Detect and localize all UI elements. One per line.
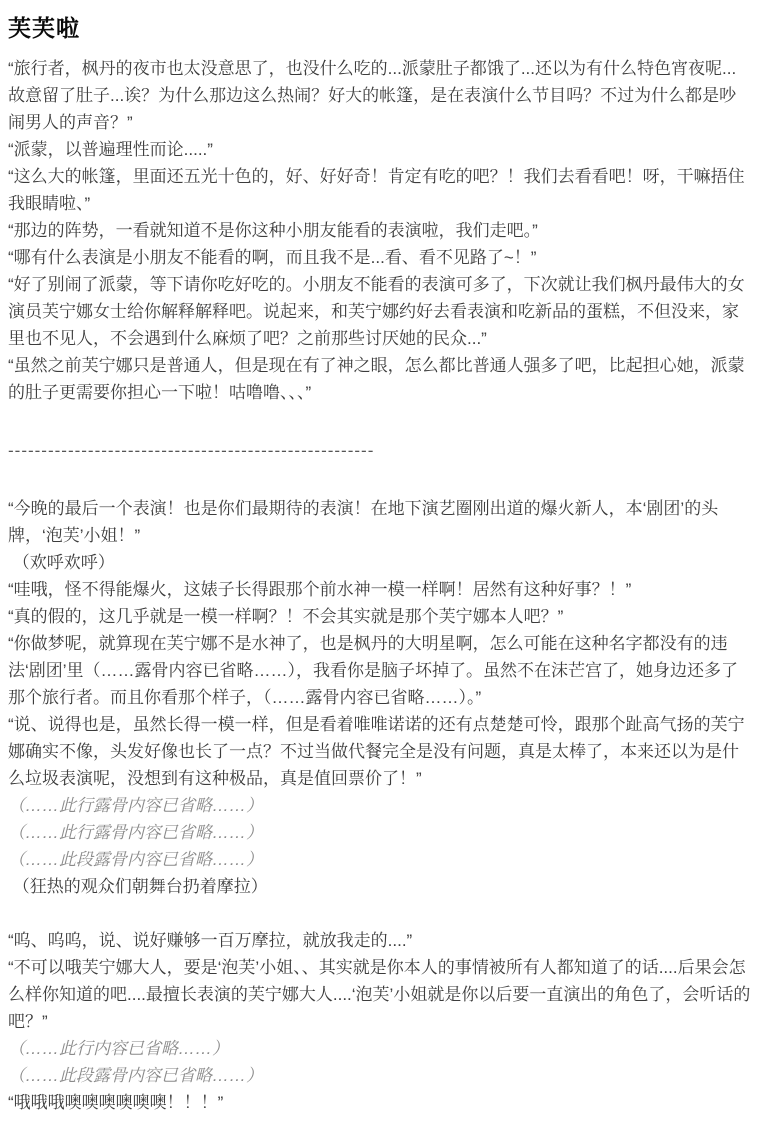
paragraph: “呜、呜呜，说、说好赚够一百万摩拉，就放我走的....” <box>8 931 413 950</box>
paragraph: “哇哦，怪不得能爆火，这婊子长得跟那个前水神一模一样啊！居然有这种好事？！” <box>8 580 632 599</box>
paragraph: “不可以哦芙宁娜大人，要是‘泡芙’小姐、、其实就是你本人的事情被所有人都知道了的话....后果会怎么样你知道的吧....最擅长表演的芙宁娜大人....‘泡芙’小姐就是你以后要一直演出的角色了，会听话的吧？” <box>8 958 751 1031</box>
blank-line <box>8 406 752 433</box>
paragraph: “你做梦呢，就算现在芙宁娜不是水神了，也是枫丹的大明星啊，怎么可能在这种名字都没有的违法‘剧团’里（……露骨内容已省略……），我看你是脑子坏掉了。虽然不在沫芒宫了，她身边还多了那个旅行者。而且你看那个样子，（……露骨内容已省略……）。” <box>8 634 739 707</box>
paragraph: “好了别闹了派蒙，等下请你吃好吃的。小朋友不能看的表演可多了，下次就让我们枫丹最伟大的女演员芙宁娜女士给你解释解释吧。说起来，和芙宁娜约好去看表演和吃新品的蛋糕，不但没来，家里也不见人，不会遇到什么麻烦了吧？之前那些讨厌她的民众...” <box>8 275 745 348</box>
redacted-paragraph: （……此段露骨内容已省略……） <box>8 1066 263 1085</box>
paragraph: “哦哦哦噢噢噢噢噢噢！！！” <box>8 1093 224 1112</box>
redacted-paragraph: （……此段露骨内容已省略……） <box>8 850 263 869</box>
paragraph: “哪有什么表演是小朋友不能看的啊，而且我不是...看、看不见路了~！” <box>8 248 537 267</box>
redacted-paragraph: （……此行内容已省略……） <box>8 1039 229 1058</box>
paragraph: “虽然之前芙宁娜只是普通人，但是现在有了神之眼，怎么都比普通人强多了吧，比起担心她，派蒙的肚子更需要你担心一下啦！咕噜噜、、、” <box>8 356 745 402</box>
paragraph: “旅行者，枫丹的夜市也太没意思了，也没什么吃的...派蒙肚子都饿了...还以为有什么特色宵夜呢...故意留了肚子...诶？为什么那边这么热闹？好大的帐篷，是在表演什么节目吗？不过为什么都是吵闹男人的声音？” <box>8 59 737 132</box>
page-title: 芙芙啦 <box>8 15 80 41</box>
blank-line <box>8 468 752 495</box>
paragraph: （狂热的观众们朝舞台扔着摩拉） <box>8 877 268 896</box>
paragraph: （欢呼欢呼） <box>8 553 115 572</box>
paragraph: “这么大的帐篷，里面还五光十色的，好、好好奇！肯定有吃的吧？！我们去看看吧！呀，干嘛捂住我眼睛啦、” <box>8 167 745 213</box>
blank-line <box>8 900 752 927</box>
redacted-paragraph: （……此行露骨内容已省略……） <box>8 796 263 815</box>
divider-line: ------------------------------------------------------- <box>8 441 375 460</box>
redacted-paragraph: （……此行露骨内容已省略……） <box>8 823 263 842</box>
paragraph: “派蒙，以普遍理性而论.....” <box>8 140 213 159</box>
paragraph: “那边的阵势，一看就知道不是你这种小朋友能看的表演啦，我们走吧。” <box>8 221 538 240</box>
document-body <box>8 55 752 1116</box>
paragraph: “今晚的最后一个表演！也是你们最期待的表演！在地下演艺圈刚出道的爆火新人，本‘剧团’的头牌，‘泡芙’小姐！” <box>8 499 719 545</box>
paragraph: “说、说得也是，虽然长得一模一样，但是看着唯唯诺诺的还有点楚楚可怜，跟那个趾高气扬的芙宁娜确实不像，头发好像也长了一点？不过当做代餐完全是没有问题，真是太棒了，本来还以为是什么垃圾表演呢，没想到有这种极品，真是值回票价了！” <box>8 715 745 788</box>
paragraph: “真的假的，这几乎就是一模一样啊？！不会其实就是那个芙宁娜本人吧？” <box>8 607 564 626</box>
